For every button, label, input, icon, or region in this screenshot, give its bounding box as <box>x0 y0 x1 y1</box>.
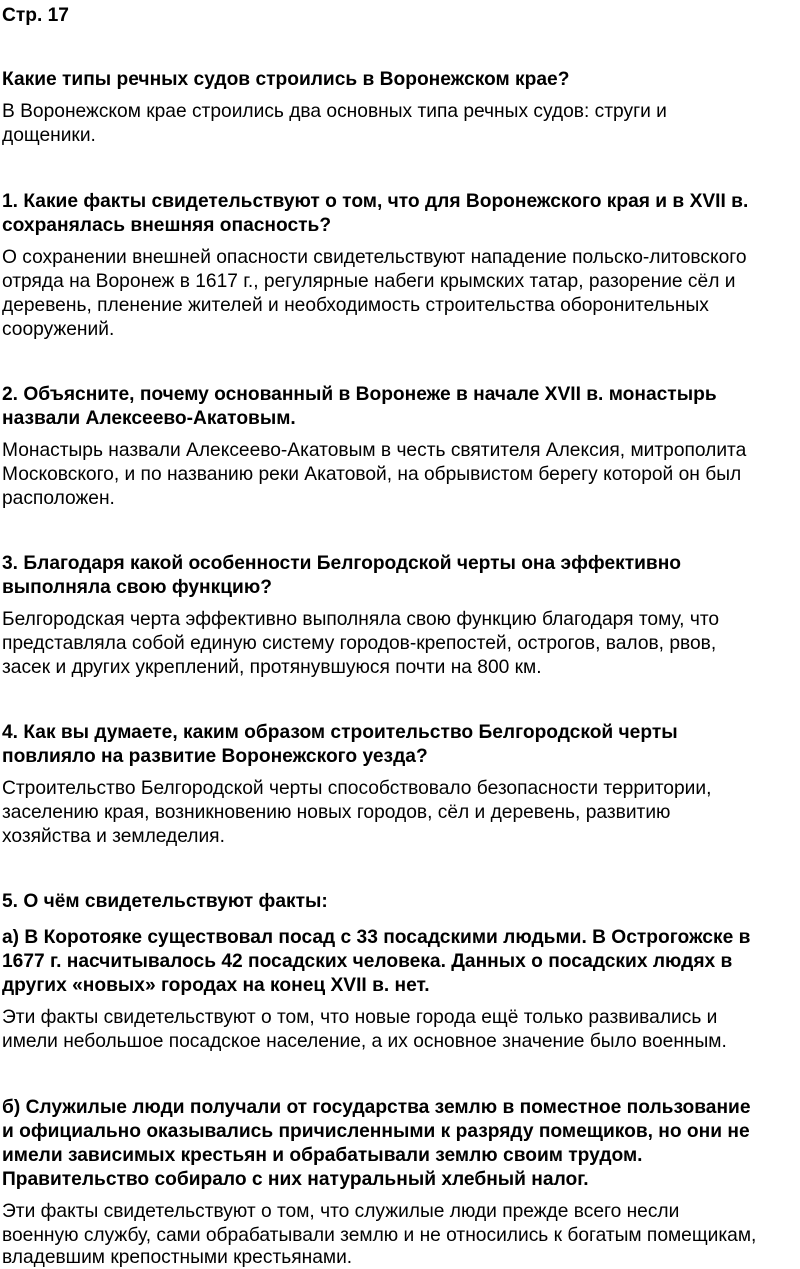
intro-answer-line: В Воронежском крае строились два основных типа речных судов: струги и <box>2 101 667 122</box>
q1-answer-line: О сохранении внешней опасности свидетельствуют нападение польско-литовского <box>2 247 747 268</box>
q5b-question-line: Правительство собирало с них натуральный хлебный налог. <box>2 1169 589 1190</box>
q1-answer-line: сооружений. <box>2 319 115 340</box>
q5b-question-line: б) Служилые люди получали от государства землю в поместное пользование <box>2 1097 751 1118</box>
q1-answer-line: деревень, пленение жителей и необходимость строительства оборонительных <box>2 295 709 316</box>
q4-question-line: повлияло на развитие Воронежского уезда? <box>2 746 428 767</box>
q5b-question-line: имели зависимых крестьян и обрабатывали землю своим трудом. <box>2 1145 643 1166</box>
q5b-answer-line: владевшим крепостными крестьянами. <box>2 1247 353 1268</box>
q3-answer-line: засек и других укреплений, протянувшуюся почти на 800 км. <box>2 657 542 678</box>
q3-question-line: выполняла свою функцию? <box>2 577 272 598</box>
q4-answer-line: хозяйства и земледелия. <box>2 826 225 847</box>
intro-answer-line: дощеники. <box>2 125 96 146</box>
q2-question-line: 2. Объясните, почему основанный в Воронеже в начале XVII в. монастырь <box>2 384 717 405</box>
q5a-answer-line: имели небольшое посадское население, а их основное значение было военным. <box>2 1031 727 1052</box>
q2-answer-line: расположен. <box>2 488 115 509</box>
q2-answer-line: Монастырь назвали Алексеево-Акатовым в честь святителя Алексия, митрополита <box>2 440 747 461</box>
q1-answer-line: отряда на Воронеж в 1617 г., регулярные набеги крымских татар, разорение сёл и <box>2 271 736 292</box>
q4-answer-line: Строительство Белгородской черты способствовало безопасности территории, <box>2 778 712 799</box>
q5b-answer-line: Эти факты свидетельствуют о том, что служилые люди прежде всего несли <box>2 1201 680 1222</box>
q2-question-line: назвали Алексеево-Акатовым. <box>2 408 296 429</box>
q5a-question-line: а) В Коротояке существовал посад с 33 посадскими людьми. В Острогожске в <box>2 927 751 948</box>
q3-answer-line: представляла собой единую систему городов-крепостей, острогов, валов, рвов, <box>2 633 717 654</box>
q3-question-line: 3. Благодаря какой особенности Белгородской черты она эффективно <box>2 553 682 574</box>
intro-question: Какие типы речных судов строились в Воронежском крае? <box>2 69 570 90</box>
q4-question-line: 4. Как вы думаете, каким образом строительство Белгородской черты <box>2 722 678 743</box>
q4-answer-line: заселению края, возникновению новых городов, сёл и деревень, развитию <box>2 802 671 823</box>
page-label: Стр. 17 <box>2 5 69 26</box>
q5b-answer-line: военную службу, сами обрабатывали землю и не относились к богатым помещикам, <box>2 1225 757 1246</box>
q5a-question-line: 1677 г. насчитывалось 42 посадских человека. Данных о посадских людях в <box>2 951 733 972</box>
q1-question-line: 1. Какие факты свидетельствуют о том, что для Воронежского края и в XVII в. <box>2 191 749 212</box>
q2-answer-line: Московского, и по названию реки Акатовой, на обрывистом берегу которой он был <box>2 464 742 485</box>
q5b-question-line: и официально оказывались причисленными к разряду помещиков, но они не <box>2 1121 750 1142</box>
q3-answer-line: Белгородская черта эффективно выполняла свою функцию благодаря тому, что <box>2 609 720 630</box>
q1-question-line: сохранялась внешняя опасность? <box>2 215 332 236</box>
q5a-question-line: других «новых» городах на конец XVII в. нет. <box>2 975 430 996</box>
q5a-answer-line: Эти факты свидетельствуют о том, что новые города ещё только развивались и <box>2 1007 718 1028</box>
q5-question: 5. О чём свидетельствуют факты: <box>2 891 328 912</box>
